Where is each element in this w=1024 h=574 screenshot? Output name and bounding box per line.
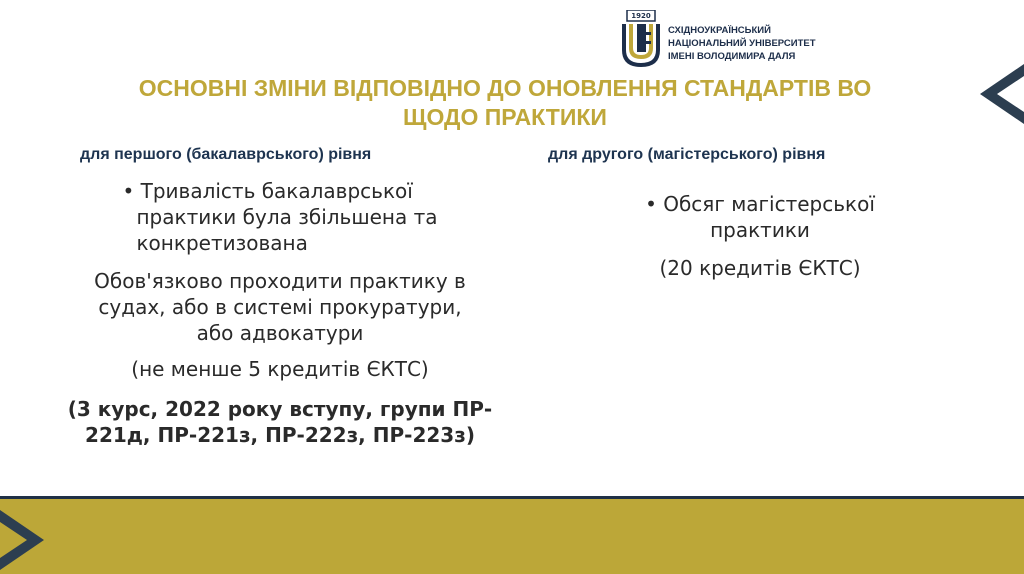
- slide-title-line: ОСНОВНІ ЗМІНИ ВІДПОВІДНО ДО ОНОВЛЕННЯ СТАНДАРТІВ ВО: [138, 75, 872, 101]
- bachelor-column-heading: для першого (бакалаврського) рівня: [80, 146, 372, 163]
- master-column: [560, 191, 960, 281]
- previous-slide-chevron-icon[interactable]: [0, 510, 44, 570]
- bachelor-groups-text: [30, 396, 530, 448]
- master-column-heading: для другого (магістерського) рівня: [548, 146, 826, 163]
- bachelor-bullet: [122, 178, 437, 256]
- bullet-line: практики була збільшена та: [136, 205, 438, 229]
- text-line: (3 курс, 2022 року вступу, групи ПР-: [67, 397, 493, 421]
- bullet-line: конкретизована: [136, 231, 308, 255]
- text-line: або адвокатури: [196, 321, 364, 345]
- logo-year: 1920: [631, 12, 651, 20]
- bullet-line: практики: [710, 218, 810, 242]
- practice-location-text: [30, 268, 530, 346]
- university-name-line: СХІДНОУКРАЇНСЬКИЙ: [668, 25, 771, 36]
- footer-band: [0, 496, 1024, 574]
- next-slide-chevron-icon[interactable]: [980, 64, 1024, 124]
- bachelor-credits-text: (не менше 5 кредитів ЄКТС): [131, 357, 429, 381]
- bachelor-column: [30, 178, 530, 448]
- university-logo: [618, 10, 842, 68]
- bullet-line: • Обсяг магістерської: [645, 192, 875, 216]
- slide-title: [60, 74, 950, 132]
- master-bullet: [645, 191, 875, 243]
- university-name-line: ІМЕНІ ВОЛОДИМИРА ДАЛЯ: [668, 51, 796, 62]
- text-line: Обов'язково проходити практику в: [94, 269, 466, 293]
- university-name: [668, 24, 816, 63]
- text-line: судах, або в системі прокуратури,: [98, 295, 462, 319]
- bullet-line: • Тривалість бакалаврської: [122, 179, 413, 203]
- university-name-line: НАЦІОНАЛЬНИЙ УНІВЕРСИТЕТ: [668, 38, 816, 49]
- slide-title-line: ЩОДО ПРАКТИКИ: [403, 104, 607, 130]
- master-credits-text: (20 кредитів ЄКТС): [659, 256, 861, 280]
- text-line: 221д, ПР-221з, ПР-222з, ПР-223з): [85, 423, 475, 447]
